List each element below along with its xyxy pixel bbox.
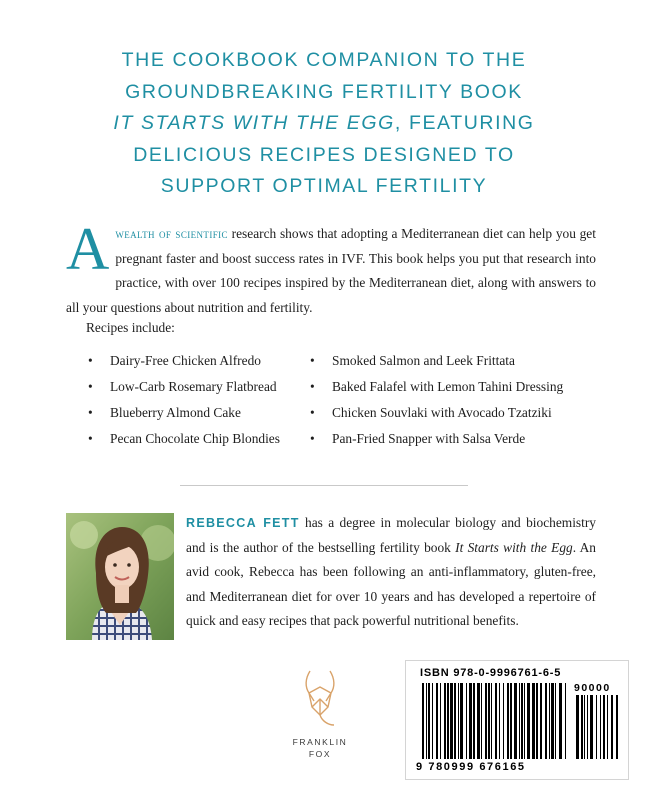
drop-cap: A <box>66 216 110 282</box>
recipe-name: Chicken Souvlaki with Avocado Tzatziki <box>332 405 552 420</box>
bullet: • <box>88 405 93 420</box>
recipe-item <box>310 403 600 423</box>
bullet: • <box>310 379 315 394</box>
recipes-label: Recipes include: <box>86 320 175 335</box>
bio-text-1: has a degree in molecular biology and biochemistry and is the author of the bestselling fertility book <box>186 515 597 555</box>
author-photo <box>66 513 174 640</box>
barcode-area <box>405 660 629 780</box>
recipes-list <box>88 351 608 449</box>
headline-line-2: GROUNDBREAKING FERTILITY BOOK <box>125 80 523 103</box>
bio-text-2: . An avid cook, Rebecca has been following an anti-inflammatory, gluten-free, and Mediterranean diet for over 10 years and has developed a repertoire of quick and easy recipes that pack powerful nutritional benefits. <box>186 539 596 628</box>
headline-line-1: THE COOKBOOK COMPANION TO THE <box>121 49 527 71</box>
recipe-name: Pecan Chocolate Chip Blondies <box>110 431 280 446</box>
recipe-name: Pan-Fried Snapper with Salsa Verde <box>332 431 526 446</box>
recipe-name: Dairy-Free Chicken Alfredo <box>110 353 261 368</box>
barcode-bars <box>406 661 628 761</box>
intro-lead-in: wealth of scientific <box>115 226 228 241</box>
recipe-item <box>310 429 600 449</box>
recipe-item <box>88 377 310 397</box>
bullet: • <box>88 353 93 368</box>
headline-line-5: SUPPORT OPTIMAL FERTILITY <box>160 175 488 197</box>
recipe-item <box>88 429 310 449</box>
recipe-item <box>310 377 600 397</box>
headline-line-3-rest: , FEATURING <box>394 112 535 134</box>
author-bio <box>186 511 596 634</box>
recipe-item <box>88 351 310 371</box>
price-addon-digits: 90000 <box>574 682 611 694</box>
recipe-name: Low-Carb Rosemary Flatbread <box>110 379 277 394</box>
bullet: • <box>310 405 315 420</box>
ean-digits: 9 780999 676165 <box>416 761 526 773</box>
bullet: • <box>88 431 93 446</box>
isbn-text: ISBN 978-0-9996761-6-5 <box>420 667 562 679</box>
publisher-name-line-2: FOX <box>308 749 332 759</box>
recipe-item <box>310 351 600 371</box>
bullet: • <box>310 431 315 446</box>
fox-logo-icon <box>300 667 340 731</box>
headline-line-3 <box>60 108 588 140</box>
headline-line-4: DELICIOUS RECIPES DESIGNED TO <box>133 143 515 166</box>
publisher-name-line-1: FRANKLIN <box>292 737 348 747</box>
bio-book-title: It Starts with the Egg <box>455 539 573 555</box>
headline <box>60 45 588 203</box>
bullet: • <box>310 353 315 368</box>
publisher-logo <box>290 667 350 777</box>
recipe-name: Blueberry Almond Cake <box>110 405 241 420</box>
intro-body: research shows that adopting a Mediterranean diet can help you get pregnant faster and boost success rates in IVF. This book helps you put that research into practice, with over 100 recipes inspired by the Mediterranean diet, along with answers to all your questions about nutrition and fertility. <box>66 226 596 315</box>
recipe-name: Smoked Salmon and Leek Frittata <box>332 353 515 368</box>
bullet: • <box>88 379 93 394</box>
intro-paragraph <box>66 216 596 320</box>
section-divider <box>180 485 468 486</box>
headline-book-title: IT STARTS WITH THE EGG <box>113 112 395 134</box>
author-name: REBECCA FETT <box>186 516 300 530</box>
recipe-name: Baked Falafel with Lemon Tahini Dressing <box>332 379 564 394</box>
recipe-item <box>88 403 310 423</box>
